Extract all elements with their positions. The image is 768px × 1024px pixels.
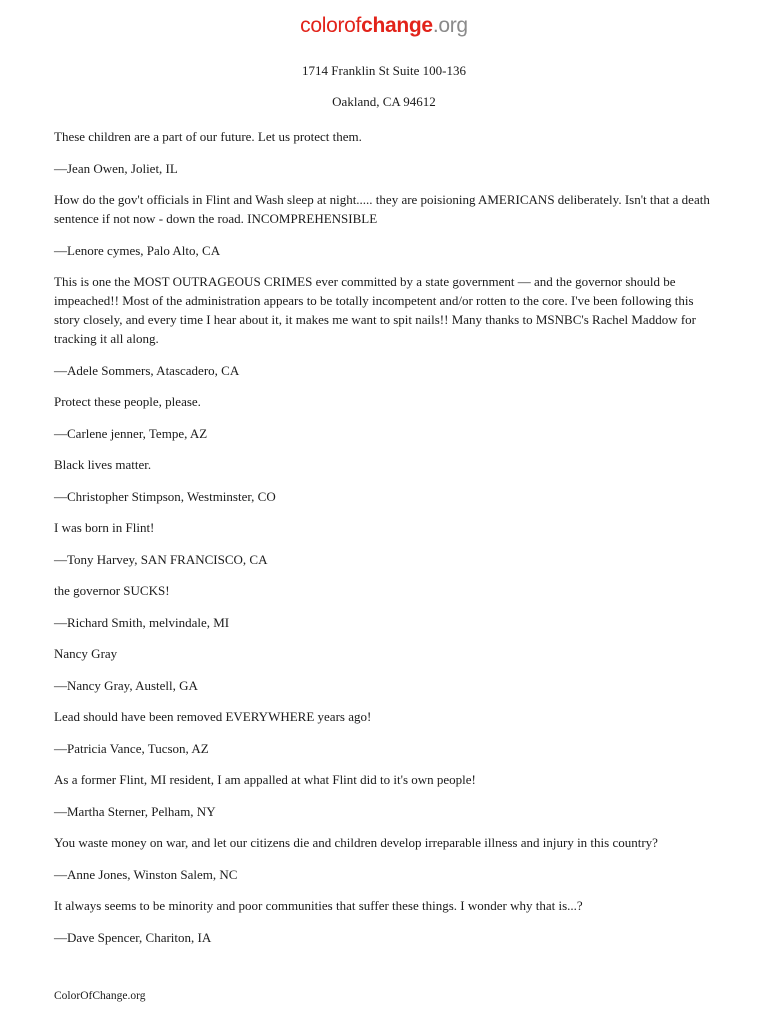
comment-text: This is one the MOST OUTRAGEOUS CRIMES ever committed by a state government — and the governor should be impeached!! Most of the administration appears to be totally incompetent and/or rotten to the core. I've been following this story closely, and every time I hear about it, it makes me want to spit nails!! Many thanks to MSNBC's Rachel Maddow for tracking it all along.: [54, 274, 696, 346]
comment-text: I was born in Flint!: [54, 520, 155, 535]
comment-text: It always seems to be minority and poor communities that suffer these things. I wonder why that is...?: [54, 898, 583, 913]
comment-text: These children are a part of our future. Let us protect them.: [54, 129, 362, 144]
comment-text: Nancy Gray: [54, 646, 118, 661]
comment-signature: —Nancy Gray, Austell, GA: [54, 677, 198, 693]
comment-signature: —Jean Owen, Joliet, IL: [54, 160, 178, 176]
logo-part-org: .org: [432, 14, 468, 37]
comment-text: You waste money on war, and let our citizens die and children develop irreparable illness and injury in this country?: [54, 835, 658, 850]
logo-part-change: change: [361, 14, 433, 37]
address-line-2: Oakland, CA 94612: [332, 94, 436, 109]
comment-signature: —Patricia Vance, Tucson, AZ: [54, 740, 209, 756]
comment-text: Protect these people, please.: [54, 394, 201, 409]
logo-part-colorof: colorof: [300, 14, 362, 37]
colorofchange-logo: [0, 14, 768, 38]
comment-signature: —Carlene jenner, Tempe, AZ: [54, 425, 208, 441]
comments-list: [54, 127, 719, 959]
comment-signature: —Tony Harvey, SAN FRANCISCO, CA: [54, 551, 268, 567]
comment-signature: —Dave Spencer, Chariton, IA: [54, 929, 212, 945]
comment-text: the governor SUCKS!: [54, 583, 170, 598]
comment-signature: —Anne Jones, Winston Salem, NC: [54, 866, 238, 882]
footer-site-name: ColorOfChange.org: [54, 990, 146, 1002]
address-line-1: 1714 Franklin St Suite 100-136: [302, 63, 466, 78]
comment-signature: —Christopher Stimpson, Westminster, CO: [54, 488, 276, 504]
comment-text: As a former Flint, MI resident, I am appalled at what Flint did to it's own people!: [54, 772, 476, 787]
comment-signature: —Lenore cymes, Palo Alto, CA: [54, 242, 221, 258]
comment-signature: —Martha Sterner, Pelham, NY: [54, 803, 216, 819]
comment-text: How do the gov't officials in Flint and Wash sleep at night..... they are poisioning AMERICANS deliberately. Isn't that a death sentence if not now - down the road. INCOMPREHENSIBLE: [54, 192, 710, 226]
comment-signature: —Richard Smith, melvindale, MI: [54, 614, 230, 630]
comment-signature: —Adele Sommers, Atascadero, CA: [54, 362, 240, 378]
comment-text: Black lives matter.: [54, 457, 152, 472]
comment-text: Lead should have been removed EVERYWHERE years ago!: [54, 709, 372, 724]
